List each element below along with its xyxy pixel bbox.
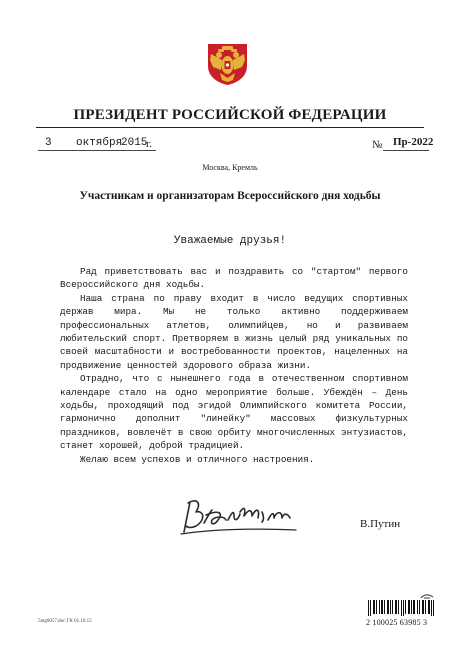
handwritten-signature <box>178 490 303 540</box>
org-title: ПРЕЗИДЕНТ РОССИЙСКОЙ ФЕДЕРАЦИИ <box>73 107 387 123</box>
body-paragraph-3: Отрадно, что с нынешнего года в отечественном спортивном календаре стало на одно мероприятие больше. Убеждён – День ходьбы, проходящий под эгидой Олимпийского комитета России, гармонично дополнит "линейку" массовых физкультурных праздников, вовлечёт в свою орбиту многочисленных энтузиастов, станет хорошей, доброй традицией. <box>60 373 408 452</box>
body-paragraph-4: Желаю всем успехов и отличного настроения. <box>80 453 315 465</box>
printer-mark-icon <box>420 593 434 599</box>
number-label: № <box>372 139 383 151</box>
date-day: 3 <box>45 137 52 149</box>
footer-file-code: 5mg0057.doc ГК 01.10.15 <box>38 619 92 624</box>
salutation: Уважаемые друзья! <box>173 235 287 247</box>
barcode-digits: 2 100025 63985 3 <box>366 618 428 627</box>
date-underline <box>38 150 156 151</box>
signer-name: В.Путин <box>360 518 401 530</box>
russian-coat-of-arms-icon <box>205 40 250 86</box>
barcode <box>368 600 436 616</box>
place-line: Москва, Кремль <box>202 163 258 172</box>
date-month: октября <box>76 137 123 149</box>
date-suffix: г. <box>146 138 153 150</box>
letter-address: Участникам и организаторам Всероссийского дня ходьбы <box>79 190 381 202</box>
document-number: Пр-2022 <box>393 136 434 148</box>
body-paragraph-2: Наша страна по праву входит в число ведущих спортивных держав мира. Мы не только активно поддерживаем профессиональных атлетов, олимпийцев, но и развиваем любительский спорт. Претворяем в жизнь целый ряд уникальных по своей масштабности и востребованности проектов, нацеленных на продвижение ценностей здорового образа жизни. <box>60 292 408 371</box>
date-year: 2015 <box>121 137 148 149</box>
title-divider <box>36 127 424 128</box>
letter-body <box>60 265 408 466</box>
number-underline <box>383 150 429 151</box>
body-paragraph-1: Рад приветствовать вас и поздравить со "стартом" первого Всероссийского дня ходьбы. <box>60 266 408 291</box>
